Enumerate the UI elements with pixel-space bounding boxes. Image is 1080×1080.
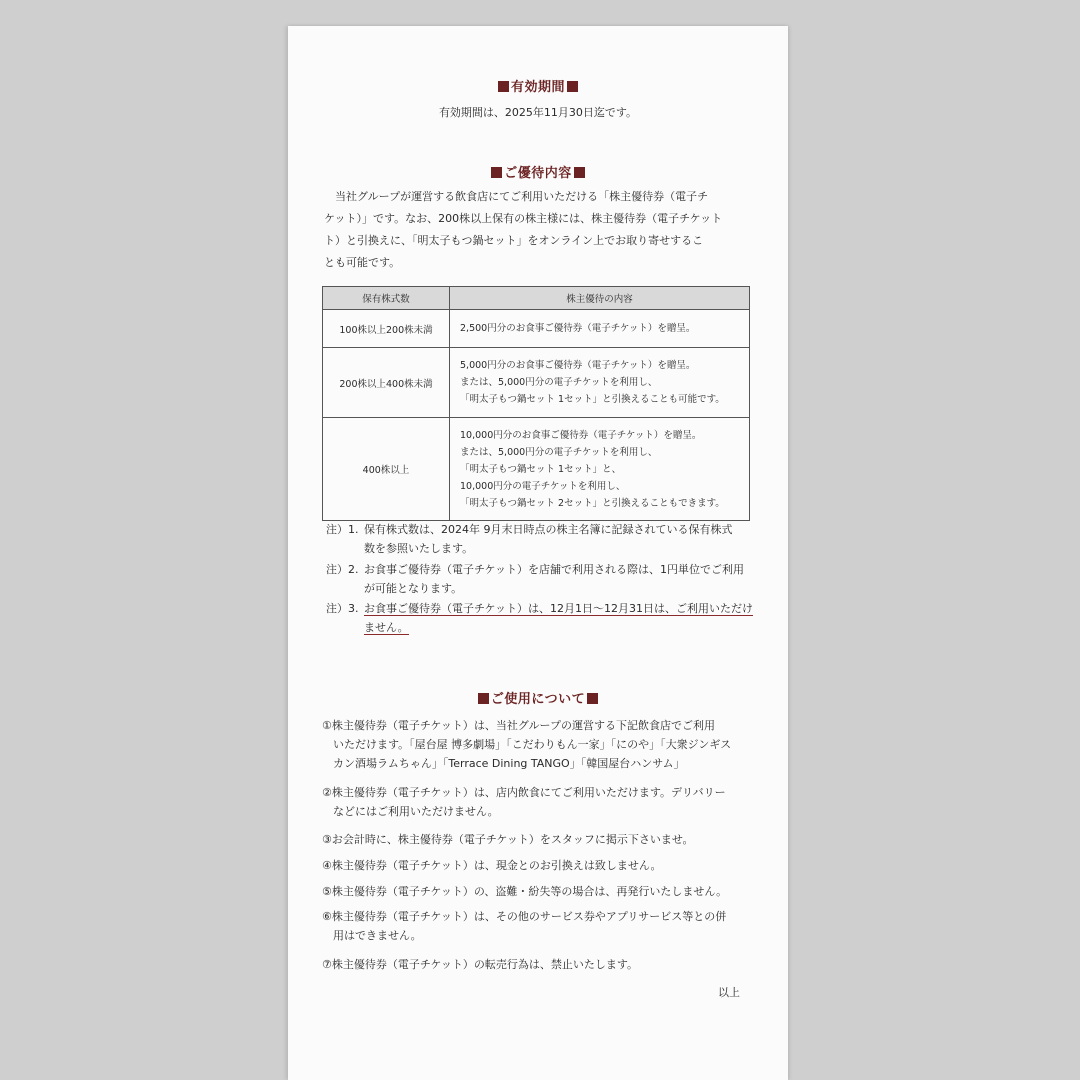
usage-item-5: ⑤株主優待券（電子チケット）の、盗難・紛失等の場合は、再発行いたしません。: [322, 885, 728, 898]
validity-heading: 有効期間: [288, 76, 788, 95]
heading-square-icon: [498, 81, 509, 92]
heading-square-icon: [491, 167, 502, 178]
table-header-row: [323, 287, 750, 310]
usage-item-3: ③お会計時に、株主優待券（電子チケット）をスタッフに掲示下さいませ。: [322, 833, 694, 846]
end-mark: 以上: [718, 986, 740, 999]
usage-item-4: ④株主優待券（電子チケット）は、現金とのお引換えは致しません。: [322, 859, 662, 872]
table-row: 200株以上400株未満 5,000円分のお食事ご優待券（電子チケット）を贈呈。 または、5,000円分の電子チケットを利用し、 「明太子もつ鍋セット 1セット」と引換えることも可能です。: [323, 348, 750, 418]
heading-square-icon: [587, 693, 598, 704]
validity-text: 有効期間は、2025年11月30日迄です。: [438, 106, 638, 119]
shareholder-benefit-leaflet: 有効期間 有効期間は、2025年11月30日迄です。 ご優待内容 当社グループが運営する飲食店にてご利用いただける「株主優待券（電子チ ケット）」です。なお、200株以上保有の株主様には、株主優待券（電子チケット ト）と引換えに、「明太子もつ鍋セット」をオンライン上でお取り寄せするこ とも可能です。 保有株式数 株主優待の内容 100株以上200株未満 2,500円分のお食事ご優待券（電子チケット）を贈呈。 200株以上400株未満 5,000円分のお食事ご優待券（電子チケット）を贈呈。 または、5,000円分の電子チケットを利用し、 「明太子もつ鍋セット 1セット」と引換えることも可能です。 400株以上 10,000円分のお食事ご優待券（電子チケット）を贈呈。 または、5,000円分の電子チケットを利用し、 「明太子もつ鍋セット 1セット」と、 10,000円分の電子チケットを利用し、 「明太子もつ鍋セット 2セット」と引換えることもできます。 注）1. 保有株式数は、2024年 9月末日時点の株主名簿に記録されている保有株式 数を参照いたします。 注）2. お食事ご優待券（電子チケット）を店舗で利用される際は、1円単位でご利用 が可能となります。 注）3. お食事ご優待券（電子チケット）は、12月1日〜12月31日は、ご利用いただけ ません。 ご使用について ①株主優待券（電子チケット）は、当社グループの運営する下記飲食店でご利用 いただけます。「屋台屋 博多劇場」「こだわりもん一家」「にのや」「大衆ジンギス カン酒場ラムちゃん」「Terrace Dining TANGO」「韓国屋台ハンサム」 ②株主優待券（電子チケット）は、店内飲食にてご利用いただけます。デリバリー などにはご利用いただけません。 ③お会計時に、株主優待券（電子チケット）をスタッフに掲示下さいませ。 ④株主優待券（電子チケット）は、現金とのお引換えは致しません。 ⑤株主優待券（電子チケット）の、盗難・紛失等の場合は、再発行いたしません。 ⑥株主優待券（電子チケット）は、その他のサービス券やアプリサービス等との併 用はできません。 ⑦株主優待券（電子チケット）の転売行為は、禁止いたします。 以上: [288, 26, 788, 1080]
table-header-content: 株主優待の内容: [450, 287, 750, 310]
usage-item-7: ⑦株主優待券（電子チケット）の転売行為は、禁止いたします。: [322, 958, 638, 971]
heading-square-icon: [478, 693, 489, 704]
usage-item-1: ①株主優待券（電子チケット）は、当社グループの運営する下記飲食店でご利用 いただけます。「屋台屋 博多劇場」「こだわりもん一家」「にのや」「大衆ジンギス カン酒場ラムちゃん」「Terrace Dining TANGO」「韓国屋台ハンサム」: [322, 719, 732, 770]
usage-heading: ご使用について: [288, 688, 788, 707]
table-row: 400株以上 10,000円分のお食事ご優待券（電子チケット）を贈呈。 または、5,000円分の電子チケットを利用し、 「明太子もつ鍋セット 1セット」と、 10,000円分の電子チケットを利用し、 「明太子もつ鍋セット 2セット」と引換えることもできます。: [323, 418, 750, 521]
table-row: 100株以上200株未満 2,500円分のお食事ご優待券（電子チケット）を贈呈。: [323, 310, 750, 348]
benefit-heading: ご優待内容: [288, 162, 788, 181]
usage-item-6: ⑥株主優待券（電子チケット）は、その他のサービス券やアプリサービス等との併 用はできません。: [322, 910, 727, 942]
benefit-table: [322, 286, 750, 521]
table-header-shares: 保有株式数: [323, 287, 450, 310]
heading-square-icon: [574, 167, 585, 178]
usage-item-2: ②株主優待券（電子チケット）は、店内飲食にてご利用いただけます。デリバリー などにはご利用いただけません。: [322, 786, 726, 818]
benefit-intro: 当社グループが運営する飲食店にてご利用いただける「株主優待券（電子チ ケット）」です。なお、200株以上保有の株主様には、株主優待券（電子チケット ト）と引換えに、「明太子もつ鍋セット」をオンライン上でお取り寄せするこ とも可能です。: [324, 190, 723, 269]
heading-square-icon: [567, 81, 578, 92]
